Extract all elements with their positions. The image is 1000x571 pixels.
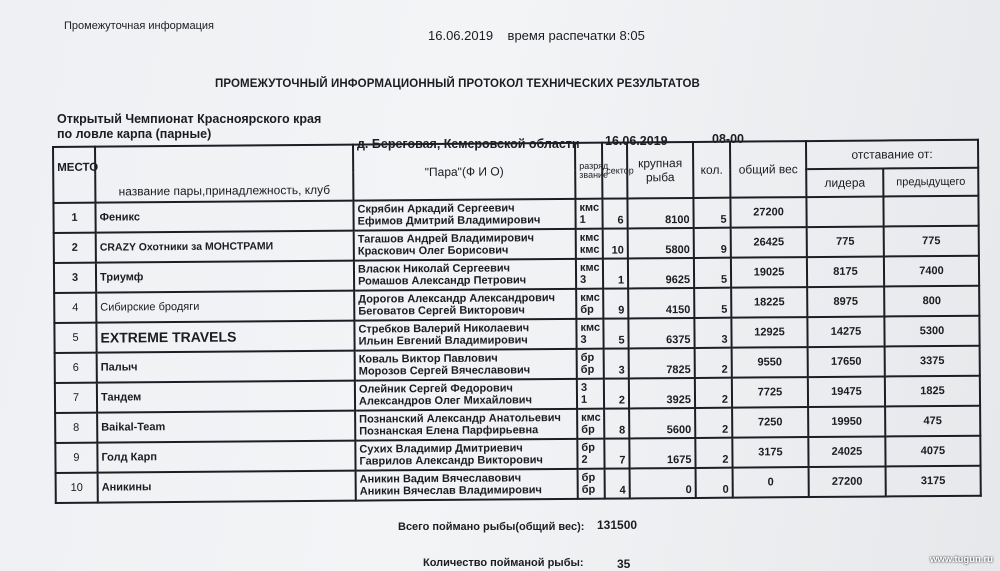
row-gap-leader: 775 bbox=[807, 226, 884, 257]
col-count: кол. bbox=[693, 142, 730, 198]
print-time: 8:05 bbox=[619, 28, 645, 43]
col-gap: отставание от: bbox=[806, 140, 978, 169]
row-sector: 3 bbox=[604, 348, 629, 378]
row-total: 7725 bbox=[732, 377, 808, 408]
row-count: 2 bbox=[695, 378, 732, 408]
row-rank-2: 1 bbox=[580, 393, 588, 406]
row-team: Голд Карп bbox=[97, 441, 355, 473]
row-count: 5 bbox=[693, 198, 730, 228]
row-sector: 1 bbox=[603, 258, 628, 288]
row-biggest: 3925 bbox=[629, 378, 695, 409]
championship-title-line2: по ловле карпа (парные) bbox=[57, 127, 212, 141]
row-biggest: 6375 bbox=[628, 318, 694, 349]
row-name-1: Коваль Виктор Павлович bbox=[358, 352, 498, 366]
col-gap-leader: лидера bbox=[806, 168, 883, 197]
print-date: 16.06.2019 bbox=[428, 28, 494, 43]
row-rank-1: бр bbox=[581, 471, 596, 484]
row-biggest: 1675 bbox=[629, 438, 695, 469]
row-place: 1 bbox=[53, 203, 95, 233]
row-total: 9550 bbox=[732, 347, 808, 378]
row-count: 0 bbox=[696, 468, 733, 498]
row-team: Сибирские бродяги bbox=[96, 291, 354, 323]
championship-title-line1: Открытый Чемпионат Красноярского края bbox=[57, 112, 322, 126]
row-team: Триумф bbox=[96, 261, 354, 293]
row-ranks bbox=[576, 259, 603, 289]
col-gap-prev: предыдущего bbox=[883, 168, 978, 197]
row-sector: 9 bbox=[603, 288, 628, 318]
row-names bbox=[355, 439, 577, 471]
row-biggest: 5800 bbox=[628, 228, 694, 259]
row-name-1: Власюк Николай Сергеевич bbox=[357, 262, 511, 276]
row-count: 9 bbox=[694, 228, 731, 258]
row-gap-prev: 3175 bbox=[886, 466, 981, 497]
row-biggest: 8100 bbox=[627, 198, 693, 229]
row-rank-2: бр bbox=[581, 483, 596, 496]
row-names bbox=[355, 409, 577, 441]
row-gap-leader: 17650 bbox=[808, 346, 885, 377]
col-biggest: крупная рыба bbox=[627, 142, 693, 199]
row-count: 2 bbox=[695, 438, 732, 468]
row-ranks bbox=[576, 319, 603, 349]
col-place: МЕСТО bbox=[53, 147, 95, 203]
row-name-1: Аникин Вадим Вячеславович bbox=[359, 472, 522, 486]
row-name-1: Олейник Сергей Федорович bbox=[358, 382, 513, 396]
row-sector: 10 bbox=[603, 228, 628, 258]
row-name-2: Ромашов Александр Петрович bbox=[358, 274, 527, 288]
row-name-2: Морозов Сергей Вячеславович bbox=[358, 364, 531, 378]
protocol-title: ПРОМЕЖУТОЧНЫЙ ИНФОРМАЦИОННЫЙ ПРОТОКОЛ ТЕХНИЧЕСКИХ РЕЗУЛЬТАТОВ bbox=[215, 78, 700, 90]
row-ranks bbox=[577, 349, 604, 379]
row-name-1: Тагашов Андрей Владимирович bbox=[357, 232, 535, 246]
row-sector: 7 bbox=[604, 438, 629, 468]
row-ranks bbox=[577, 379, 604, 409]
fish-count-value: 35 bbox=[617, 557, 631, 571]
print-info bbox=[428, 28, 645, 43]
row-total: 12925 bbox=[731, 317, 807, 348]
watermark: www.tugun.ru bbox=[930, 554, 993, 565]
row-name-2: Ефимов Дмитрий Владимирович bbox=[357, 214, 541, 228]
row-rank-2: бр bbox=[580, 363, 595, 376]
row-total: 0 bbox=[733, 467, 809, 498]
row-gap-prev: 1825 bbox=[885, 376, 980, 407]
row-team: Феникс bbox=[95, 201, 353, 233]
row-count: 3 bbox=[694, 318, 731, 348]
row-gap-prev: 5300 bbox=[884, 316, 979, 347]
row-gap-prev: 7400 bbox=[884, 256, 979, 287]
row-gap-prev: 800 bbox=[884, 286, 979, 317]
row-ranks bbox=[578, 469, 605, 499]
row-place: 6 bbox=[55, 353, 97, 383]
row-place: 8 bbox=[55, 413, 97, 443]
col-total: общий вес bbox=[730, 141, 806, 198]
row-gap-prev bbox=[883, 196, 978, 227]
row-total: 27200 bbox=[730, 197, 806, 228]
row-rank-1: кмс bbox=[579, 231, 600, 244]
row-sector: 4 bbox=[605, 468, 630, 498]
row-gap-leader: 24025 bbox=[808, 436, 885, 467]
row-rank-2: кмс bbox=[579, 243, 600, 256]
row-ranks bbox=[576, 229, 603, 259]
event-date: 16.06.2019 bbox=[605, 134, 668, 148]
row-rank-1: бр bbox=[581, 441, 595, 454]
row-gap-leader: 19475 bbox=[808, 376, 885, 407]
row-team: Аникины bbox=[98, 471, 356, 503]
row-rank-1: кмс bbox=[580, 321, 601, 334]
col-pair: "Пара"(Ф И О) bbox=[353, 143, 575, 201]
row-name-1: Скрябин Аркадий Сергеевич bbox=[357, 202, 515, 216]
row-name-2: Аникин Вячеслав Владимирович bbox=[359, 484, 542, 498]
row-ranks bbox=[577, 439, 604, 469]
row-ranks bbox=[576, 289, 603, 319]
row-total: 18225 bbox=[731, 287, 807, 318]
col-team: название пары,принадлежность, клуб bbox=[95, 145, 353, 203]
row-names bbox=[354, 259, 576, 291]
row-place: 3 bbox=[54, 263, 96, 293]
row-sector: 6 bbox=[602, 198, 627, 228]
row-gap-leader: 8175 bbox=[807, 256, 884, 287]
row-rank-2: 3 bbox=[580, 273, 587, 286]
row-gap-prev: 4075 bbox=[885, 436, 980, 467]
row-names bbox=[354, 229, 576, 261]
total-weight-value: 131500 bbox=[597, 518, 638, 532]
row-place: 9 bbox=[55, 443, 97, 473]
row-name-2: Краскович Олег Борисович bbox=[357, 244, 509, 258]
row-total: 7250 bbox=[732, 407, 808, 438]
row-gap-leader: 8975 bbox=[807, 286, 884, 317]
results-table bbox=[52, 139, 982, 504]
row-total: 26425 bbox=[731, 227, 807, 258]
row-names bbox=[355, 379, 577, 411]
row-place: 5 bbox=[54, 323, 96, 353]
row-rank-1: 3 bbox=[580, 381, 588, 394]
row-gap-prev: 3375 bbox=[885, 346, 980, 377]
event-location: д. Береговая, Кемеровской области bbox=[357, 137, 580, 151]
row-name-2: Ильин Евгений Владимирович bbox=[358, 334, 528, 348]
row-name-2: Беговатов Сергей Викторович bbox=[358, 304, 525, 318]
row-rank-1: бр bbox=[580, 351, 595, 364]
row-names bbox=[356, 469, 578, 501]
row-rank-2: бр bbox=[581, 423, 595, 436]
row-count: 5 bbox=[694, 288, 731, 318]
row-name-1: Стребков Валерий Николаевич bbox=[358, 322, 530, 336]
row-names bbox=[354, 289, 576, 321]
row-names bbox=[353, 199, 575, 231]
row-rank-2: бр bbox=[580, 303, 594, 316]
row-place: 7 bbox=[55, 383, 97, 413]
row-rank-1: кмс bbox=[580, 291, 600, 304]
row-place: 4 bbox=[54, 293, 96, 323]
row-name-2: Познанская Елена Парфирьевна bbox=[359, 424, 539, 438]
row-rank-1: кмс bbox=[579, 201, 600, 214]
col-sector: сектор bbox=[602, 142, 627, 198]
row-team: EXTREME TRAVELS bbox=[96, 321, 354, 353]
total-weight-label: Всего поймано рыбы(общий вес): bbox=[398, 521, 585, 533]
row-biggest: 9625 bbox=[628, 258, 694, 289]
row-gap-leader: 19950 bbox=[808, 406, 885, 437]
row-gap-prev: 475 bbox=[885, 406, 980, 437]
row-rank-2: 3 bbox=[580, 333, 587, 346]
row-biggest: 5600 bbox=[629, 408, 695, 439]
row-sector: 5 bbox=[603, 318, 628, 348]
row-gap-prev: 775 bbox=[884, 226, 979, 257]
row-rank-1: кмс bbox=[579, 261, 600, 274]
row-biggest: 0 bbox=[630, 468, 696, 499]
row-names bbox=[355, 349, 577, 381]
row-ranks bbox=[575, 199, 602, 229]
row-sector: 8 bbox=[604, 408, 629, 438]
row-biggest: 4150 bbox=[628, 288, 694, 319]
row-name-2: Гаврилов Александр Викторович bbox=[359, 454, 543, 468]
row-team: CRAZY Охотники за МОНСТРАМИ bbox=[96, 231, 354, 263]
row-total: 19025 bbox=[731, 257, 807, 288]
row-team: Baikal-Team bbox=[97, 411, 355, 443]
col-rank: разряд звание bbox=[575, 143, 602, 199]
row-names bbox=[354, 319, 576, 351]
row-team: Палыч bbox=[97, 351, 355, 383]
print-time-label: время распечатки bbox=[507, 28, 616, 43]
interim-label: Промежуточная информация bbox=[64, 20, 214, 32]
fish-count-label: Количество пойманой рыбы: bbox=[423, 557, 584, 569]
row-place: 10 bbox=[56, 473, 98, 503]
row-name-1: Дорогов Александр Александрович bbox=[358, 292, 556, 306]
row-gap-leader: 14275 bbox=[807, 316, 884, 347]
row-biggest: 7825 bbox=[629, 348, 695, 379]
row-name-1: Сухих Владимир Дмитриевич bbox=[359, 442, 523, 456]
row-count: 2 bbox=[695, 348, 732, 378]
row-place: 2 bbox=[54, 233, 96, 263]
table-row bbox=[56, 466, 981, 503]
row-sector: 2 bbox=[604, 378, 629, 408]
row-rank-2: 1 bbox=[579, 213, 586, 226]
row-rank-2: 2 bbox=[581, 453, 588, 466]
row-team: Тандем bbox=[97, 381, 355, 413]
row-gap-leader: 27200 bbox=[809, 466, 886, 497]
row-rank-1: кмс bbox=[581, 411, 601, 424]
row-count: 2 bbox=[695, 408, 732, 438]
event-time: 08-00 bbox=[712, 132, 744, 146]
row-total: 3175 bbox=[732, 437, 808, 468]
row-name-2: Александров Олег Михайлович bbox=[358, 394, 532, 408]
row-count: 5 bbox=[694, 258, 731, 288]
row-gap-leader bbox=[806, 196, 883, 227]
row-ranks bbox=[577, 409, 604, 439]
row-name-1: Познанский Александр Анатольевич bbox=[359, 412, 561, 426]
